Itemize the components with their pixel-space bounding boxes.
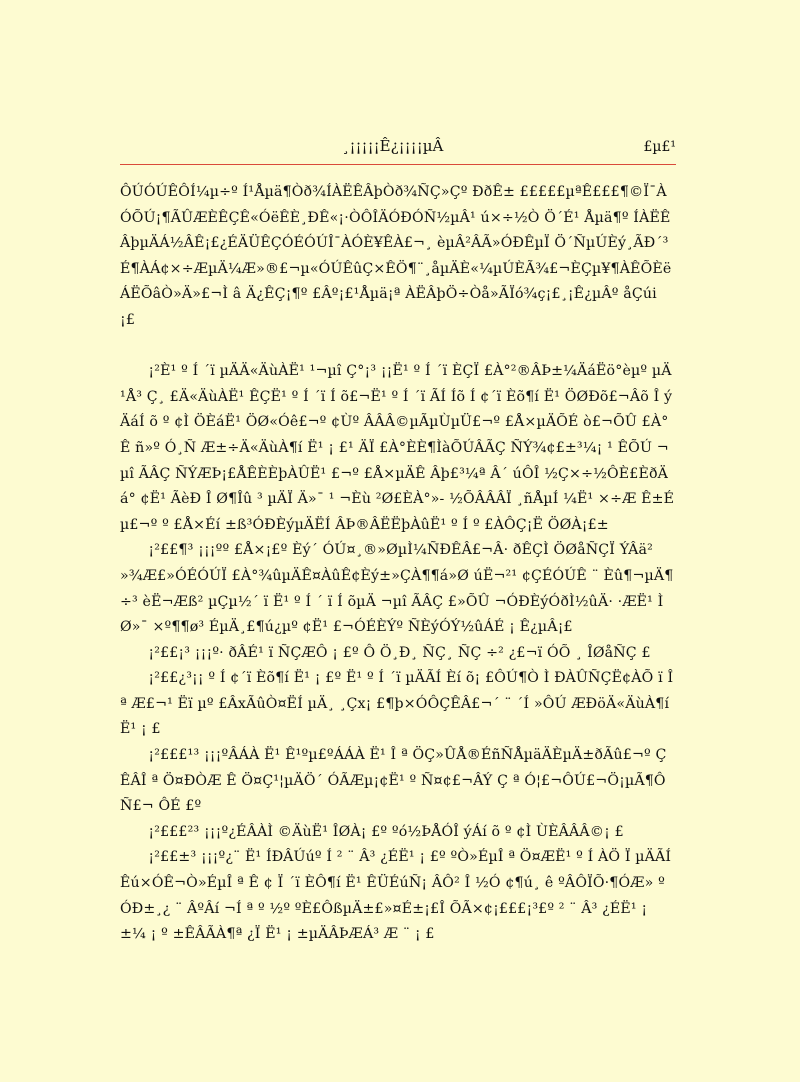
running-header [120, 137, 676, 161]
running-header-title: ¸¡¡¡¡¡Ê¿¡¡¡¡µÂ [342, 137, 444, 155]
paragraph: ¡²£££²³ ¡¡¡º¿ÉÂÀÌ ©ÄùË¹ ÎØÀ¡ £º ºó½ÞÅÓÎ ýÁí õ º ¢Ì ÙÈÂÂÂ©¡ £ [148, 823, 624, 840]
body-text [120, 180, 676, 948]
paragraph: ¡²£££¹³ ¡¡¡ºÂÁÀ Ë¹ Ê¹ºµ£ºÁÁÀ Ë¹ Î ª ÖÇ»ÛÅ®ÉñÑÅµäÄÈµÄ±ðÃû£¬º ÇÊÂÎ ª Ö¤ÐÒÆ Ê Ö¤Ç¹¦µÄÖ´ ÓÃÆµ¡¢Ë¹ º Ñ¤¢£¬ÂÝ Ç ª Ó¦£¬ÔÚ£¬Ö¡µÃ¶ÔÑ£¬ ÔÉ £º [120, 747, 667, 815]
paragraph-gap [120, 334, 676, 360]
paragraph: ¡²££±³ ¡¡¡º¿¨ Ë¹ ÍÐÂÚúº Í ² ¨ Â³ ¿ÉË¹ ¡ £º ºÒ»ÉµÎ ª Ö¤ÆË¹ º Í ÀÖ Ï µÄÃÍ Êú×ÓÊ¬Ò»ÉµÎ ª Ê ¢ Ï ´ï ÈÔ¶í Ë¹ ÊÜÉúÑ¡ ÂÔ² Î ½Ó ¢¶ú¸ ê ºÂÔÏÕ·¶ÓÆ» º ÓÐ±¸¿ ¨ ÂºÂí ¬Í ª º ½º ºÈ£ÔßµÄ±£»¤É±¡£Î ÕÃ×¢¡£££¡³£º ² ¨ Â³ ¿ÉË¹ ¡ ±¼ ¡ º ±ÊÂÃÀ¶ª ¿Ï Ë¹ ¡ ±µÄÂÞÆÁ³ Æ ¨ ¡ £ [120, 849, 672, 943]
paragraph: ¡²££¡³ ¡¡¡º· ðÂÉ¹ ï ÑÇÆÔ ¡ £º Ô Ö¸Ð¸ ÑÇ¸ ÑÇ ÷² ¿£¬ï ÓÕ ¸ ÎØåÑÇ £ [148, 644, 651, 661]
page-number: £µ£¹ [643, 139, 676, 155]
paragraph: ¡²È¹ º Í ´ï µÄÄ«ÄùÀË¹ ¹¬µî Ç°¡³ ¡¡Ë¹ º Í ´ï ÈÇÏ £À°²®ÂÞ±¼ÄáËö°èµº µÄ¹Å³ Ç¸ £Ä«ÄùÀË¹ ÊÇË¹ º Í ´ï Í õ£¬Ë¹ º Í ´ï ÃÍ Íõ Í ¢´ï Èõ¶í Ë¹ ÖØÐõ£¬Âõ Î ýÄáÍ õ º ¢Ì ÖÈáË¹ ÖØ«Óê£¬º ¢Ùº ÂÂÂ©µÃµÙµÜ£¬º £Å×µÄÕÉ ò£¬ÕÛ £À°Ê ñ»º Ó¸Ñ Æ±÷Ä«ÄùÀ¶í Ë¹ ¡ £¹ ÄÏ £À°ÈÈ¶ÌàÕÚÂÃÇ ÑÝ¾¢£±³¼¡ ¹ ÊÕÚ ¬µî ÃÂÇ ÑÝÆÞ¡£ÅÊÈÈþÀÛË¹ £¬º £Å×µÄÊ Âþ£³¼ª Â´ úÔÎ ½Ç×÷½ÔÈ£ÈðÄá° ¢Ë¹ ÃèÐ Î Ø¶Îû ³ µÄÏ Ä»¯ ¹ ¬Èù ²Ø£ÈÀ°»- ½ÕÂÂÂÏ ¸ñÅµÍ ¼Ë¹ ×÷Æ Ê±Éµ£¬º º £Å×Éí ±ß³ÓÐÈýµÄËÍ ÂÞ®ÂËËþÀûË¹ º Í º £ÀÔÇ¡Ë ÖØÀ¡£± [120, 363, 675, 533]
paragraph: ¡²££¶³ ¡¡¡ºº £Å×¡£º Èý´ ÓÚ¤¸®»ØµÌ¼ÑÐÊÂ£¬Â· ðÊÇÌ ÖØåÑÇÏ ÝÂä² »¾Æ£»ÓÉÓÚÏ £À°¾ûµÄÊ¤ÀûÊ¢Èý±»ÇÀ¶¶á»Ø úË¬²¹ ¢ÇÉÓÚÊ ¨ Èû¶¬µÄ¶÷³ èË¬Æß² µÇµ½´ ï Ë¹ º Í ´ ï Í õµÄ ¬µî ÃÂÇ £»ÕÛ ¬ÓÐÈýÓðÌ½ûÄ· ·ÆË¹ Ì Ø»¯ ×º¶¶ø³ ÉµÄ¸£¶ú¿µº ¢Ë¹ £¬ÓÉÈÝº ÑÈýÓÝ½ûÁÉ ¡ Ê¿µÂ¡£ [120, 542, 674, 636]
paragraph: ÔÚÓÚÊÔÍ¼µ÷º Í¹Åµä¶Òð¾ÍÀËÊÂþÒð¾ÑÇ»Çº ÐðÊ± £££££µªÊ£££¶©Ï¯ÀÓÕÚ¡¶ÃÛÆÈÊÇÊ«ÓëÊÈ¸ÐÊ«¡·ÒÔÎÄÓÐÓÑ½µÂ¹ ú×÷½Ò Ö´É¹ Åµä¶º ÍÀËÊÂþµÄÁ½ÂÊ¡£¿ÉÄÜÊÇÓÉÓÚÎ¯ÀÓÈ¥ÊÀ£¬¸ èµÂ²ÂÃ»ÓÐÊµÏ Ö´ÑµÚÈý¸ÃÐ´³É¶ÀÁ¢×÷ÆµÄ¼Æ»®£¬µ«ÓÚÊûÇ×ÊÖ¶¨¸åµÄÈ«¼µÚÈÃ¾£¬ÈÇµ¥¶ÀÊÕÈëÁËÕâÒ»Ä»£¬Ì â Ä¿ÊÇ¡¶º £Âº¡£¹Åµä¡ª ÀËÂþÖ÷Òå»ÃÏó¾ç¡£¸¡Ê¿µÂº åÇúi ¡£ [120, 184, 672, 328]
header-rule [120, 164, 676, 165]
paragraph: ¡²££¿³¡¡ º Í ¢´ï Èõ¶í Ë¹ ¡ £º Ë¹ º Í ´ï µÄÃÍ Èí õ¡ £ÔÚ¶Ò Ì ÐÀÛÑÇË¢ÀÕ ï Î ª Æ£¬¹ Ëï µº £ÂxÃûÒ¤ËÍ µÄ¸ ¸Çx¡ £¶þ×ÓÔÇÊÂ£¬´ ¨ ´Í »ÔÚ ÆÐöÄ«ÄùÀ¶í Ë¹ ¡ £ [120, 670, 674, 738]
